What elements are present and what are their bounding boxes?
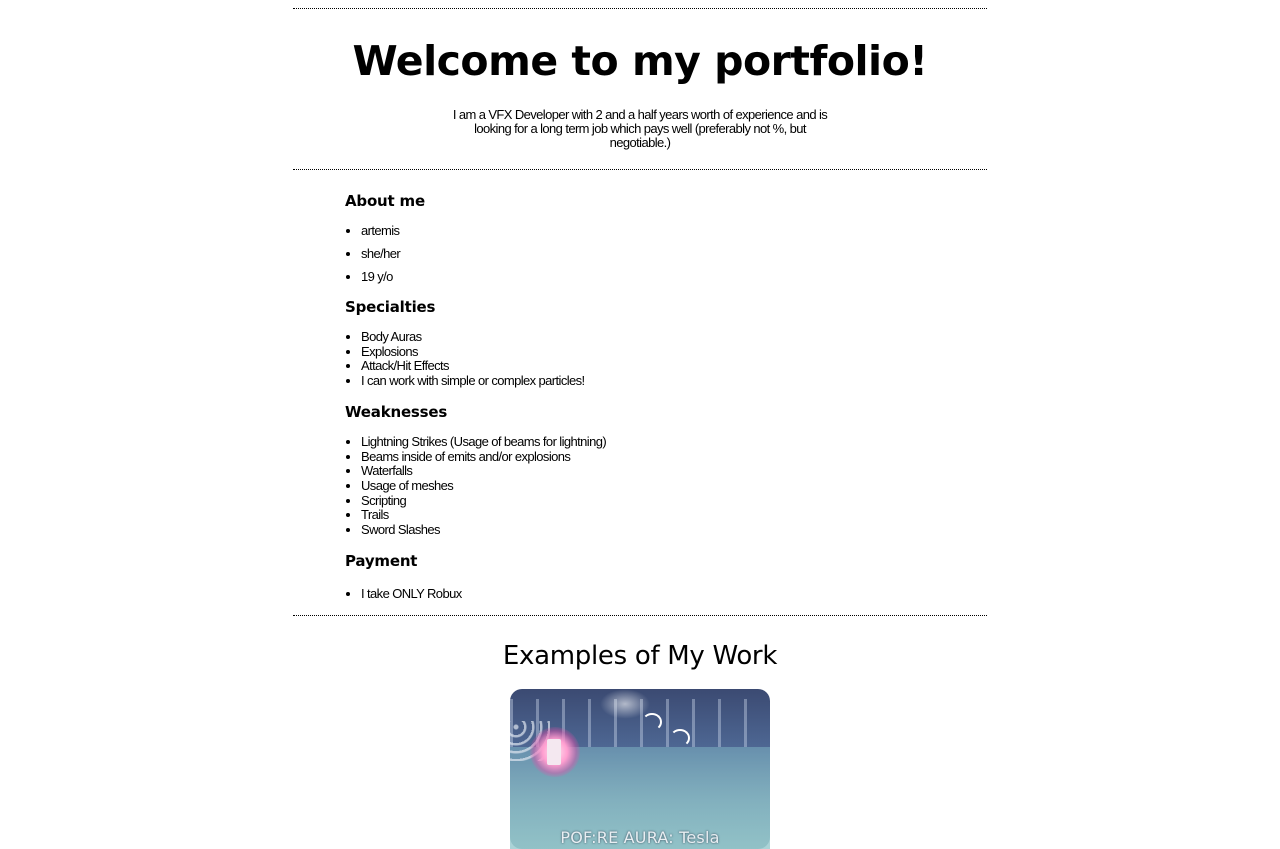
weaknesses-heading: Weaknesses	[345, 402, 448, 421]
light-burst	[600, 689, 650, 719]
hero-section	[293, 9, 987, 169]
payment-list	[345, 587, 987, 601]
list-item: • Sword Slashes	[361, 523, 987, 538]
list-item: • Body Auras	[361, 330, 987, 345]
list-item: • Trails	[361, 508, 987, 523]
list-item: • Explosions	[361, 345, 987, 360]
character-figure	[547, 739, 561, 765]
specialties-heading: Specialties	[345, 298, 436, 316]
about-list	[345, 224, 987, 284]
portfolio-page	[293, 8, 987, 849]
intro-text: I am a VFX Developer with 2 and a half years worth of experience and is looking for a long term job which pays well (preferably not %, but negotiable.)	[452, 107, 828, 150]
payment-heading: Payment	[345, 551, 418, 570]
list-item: • Lightning Strikes (Usage of beams for lightning)	[361, 435, 987, 450]
info-section	[293, 170, 987, 615]
list-item: • I can work with simple or complex particles!	[361, 374, 987, 389]
examples-section	[293, 616, 987, 849]
weaknesses-list	[345, 435, 987, 538]
examples-heading: Examples of My Work	[502, 640, 778, 671]
list-item: • Attack/Hit Effects	[361, 359, 987, 374]
list-item: • artemis	[361, 224, 987, 238]
list-item: • she/her	[361, 247, 987, 261]
list-item: • Scripting	[361, 494, 987, 509]
list-item: • I take ONLY Robux	[361, 587, 987, 601]
video-thumbnail[interactable]	[510, 689, 770, 849]
swirl-effect	[670, 729, 690, 747]
list-item: • 19 y/o	[361, 270, 987, 284]
list-item: • Beams inside of emits and/or explosions	[361, 450, 987, 465]
specialties-list	[345, 330, 987, 389]
swirl-effect	[642, 713, 662, 731]
video-caption: POF:RE AURA: Tesla	[560, 827, 720, 847]
page-title: Welcome to my portfolio!	[352, 37, 928, 85]
about-heading: About me	[345, 192, 425, 210]
list-item: • Usage of meshes	[361, 479, 987, 494]
list-item: • Waterfalls	[361, 464, 987, 479]
